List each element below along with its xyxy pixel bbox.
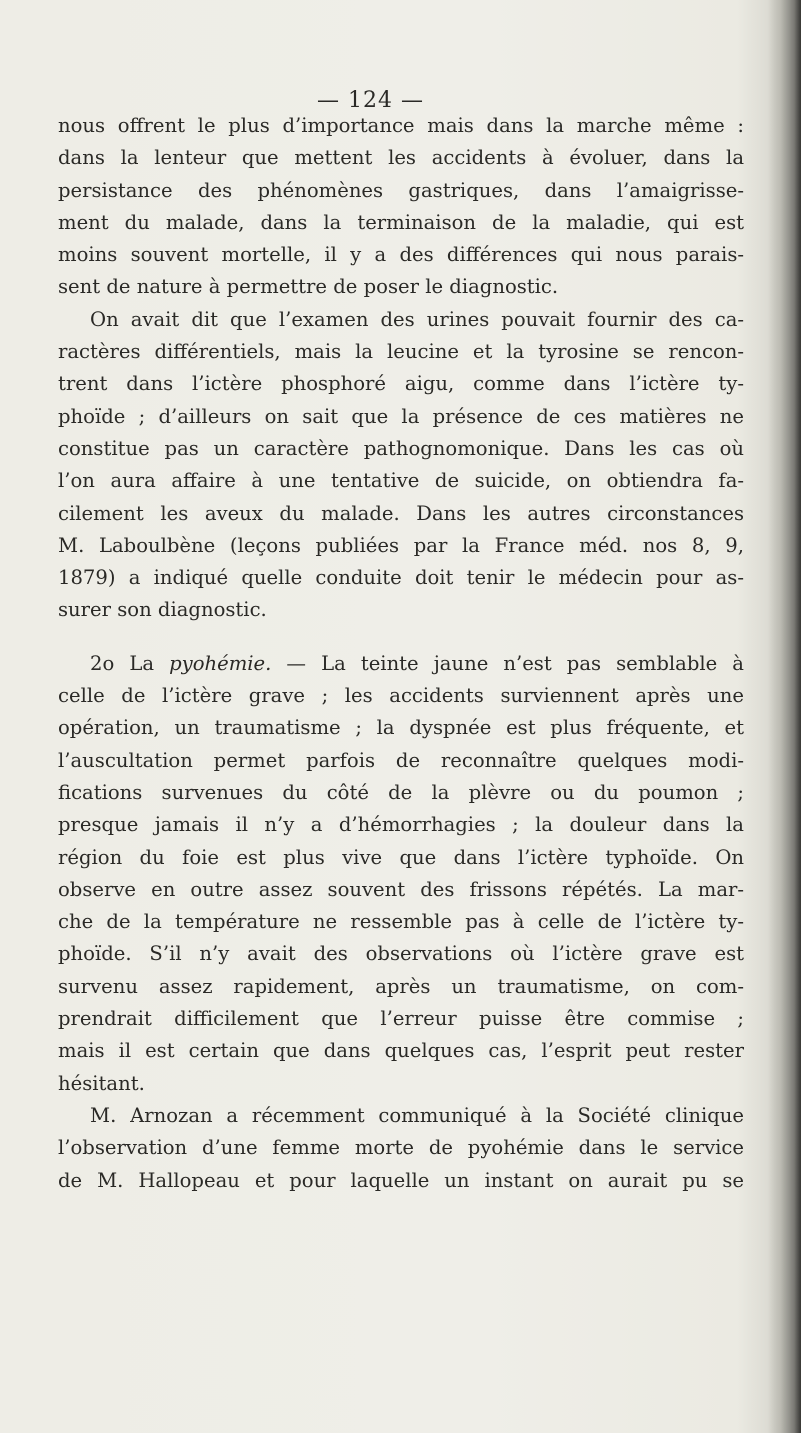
- text-line: hésitant.: [58, 1071, 145, 1095]
- text-line: observe en outre assez souvent des frissons répétés. La mar-: [58, 877, 744, 901]
- page-number: — 124 —: [317, 88, 424, 113]
- page-binding-shadow: [767, 0, 801, 1433]
- text-line: persistance des phénomènes gastriques, dans l’amaigrisse-: [58, 178, 744, 202]
- text-line: On avait dit que l’examen des urines pouvait fournir des ca-: [90, 307, 744, 331]
- paragraph-gap: [58, 627, 744, 648]
- text-line: fications survenues du côté de la plèvre ou du poumon ;: [58, 780, 744, 804]
- text-line: ractères différentiels, mais la leucine et la tyrosine se rencon-: [58, 340, 744, 364]
- text-line: trent dans l’ictère phosphoré aigu, comme dans l’ictère ty-: [58, 372, 744, 396]
- text-line: dans la lenteur que mettent les accidents à évoluer, dans la: [58, 146, 744, 170]
- text-line: région du foie est plus vive que dans l’ictère typhoïde. On: [58, 845, 744, 869]
- text-line: cilement les aveux du malade. Dans les autres circonstances: [58, 501, 744, 525]
- text-line: nous offrent le plus d’importance mais dans la marche même :: [58, 114, 744, 137]
- text-line: prendrait difficilement que l’erreur puisse être commise ;: [58, 1007, 744, 1031]
- text-line: opération, un traumatisme ; la dyspnée est plus fréquente, et: [58, 716, 744, 740]
- text-line: l’on aura affaire à une tentative de suicide, on obtiendra fa-: [58, 469, 744, 493]
- text-line: celle de l’ictère grave ; les accidents surviennent après une: [58, 684, 744, 708]
- section-heading-line: [58, 648, 744, 680]
- section-prefix: 2o La: [90, 651, 170, 675]
- text-line: phoïde ; d’ailleurs on sait que la présence de ces matières ne: [58, 404, 744, 428]
- text-line: l’observation d’une femme morte de pyohémie dans le service: [58, 1136, 744, 1160]
- text-line: l’auscultation permet parfois de reconnaître quelques modi-: [58, 748, 744, 772]
- text-line: moins souvent mortelle, il y a des différences qui nous parais-: [58, 243, 744, 267]
- text-line: mais il est certain que dans quelques cas, l’esprit peut rester: [58, 1039, 744, 1063]
- text-line: M. Laboulbène (leçons publiées par la France méd. nos 8, 9,: [58, 533, 744, 557]
- text-line: phoïde. S’il n’y avait des observations où l’ictère grave est: [58, 942, 744, 966]
- text-line: presque jamais il n’y a d’hémorrhagies ; la douleur dans la: [58, 813, 744, 837]
- section-title: pyohémie.: [169, 651, 272, 675]
- text-line: survenu assez rapidement, après un traumatisme, on com-: [58, 974, 744, 998]
- text-line: ment du malade, dans la terminaison de la maladie, qui est: [58, 210, 744, 234]
- text-line: sent de nature à permettre de poser le diagnostic.: [58, 275, 559, 299]
- text-line: de M. Hallopeau et pour laquelle un instant on aurait pu se: [58, 1168, 744, 1192]
- text-line: M. Arnozan a récemment communiqué à la Société clinique: [90, 1103, 744, 1127]
- text-line: surer son diagnostic.: [58, 598, 267, 622]
- text-line: constitue pas un caractère pathognomonique. Dans les cas où: [58, 436, 744, 460]
- text-line: 1879) a indiqué quelle conduite doit tenir le médecin pour as-: [58, 566, 744, 590]
- section-heading-rest: — La teinte jaune n’est pas semblable à: [271, 651, 744, 675]
- text-line: che de la température ne ressemble pas à celle de l’ictère ty-: [58, 910, 744, 934]
- body-text: [58, 110, 744, 1197]
